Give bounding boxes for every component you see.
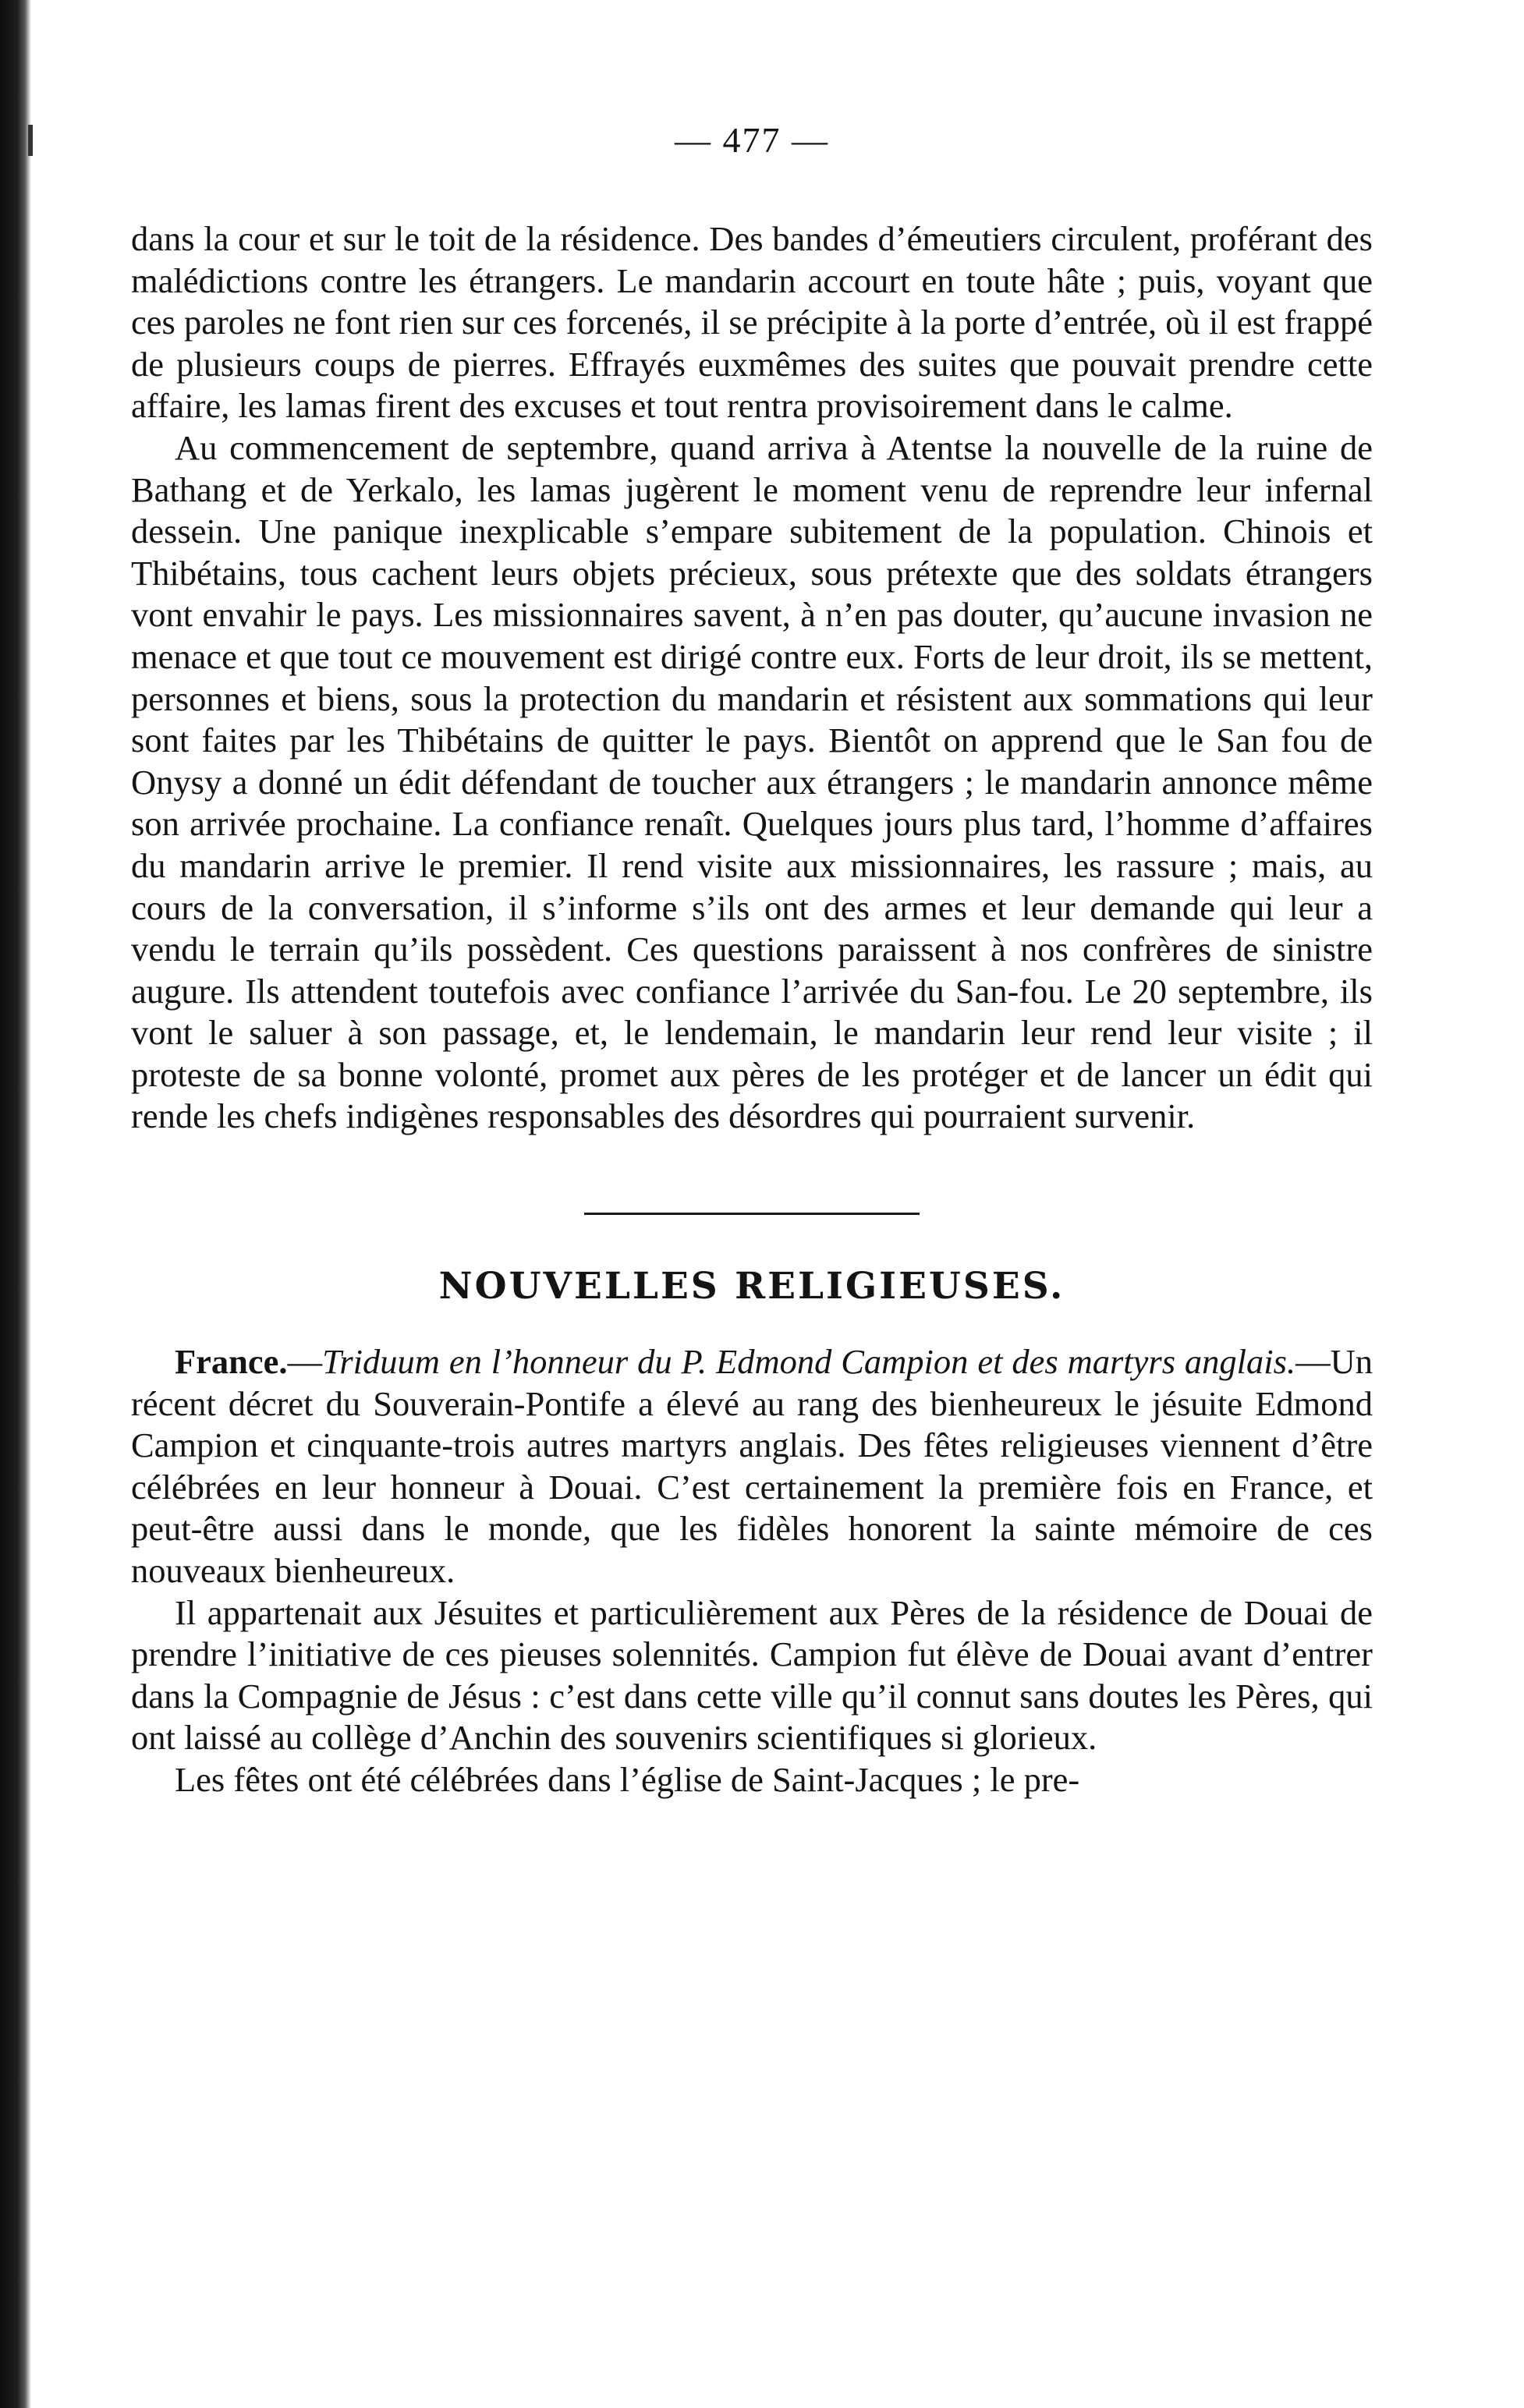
paragraph-france-news [131, 1341, 1373, 1592]
binding-mark [28, 125, 33, 156]
page-number: — 477 — [675, 120, 829, 160]
news-lead-label: France. [175, 1342, 288, 1382]
news-body-text: Un récent décret du Souverain-Pontife a élevé au rang des bienheureux le jésuite Edmond Campion et cinquante-trois autres martyrs anglais. Des fêtes religieuses viennent d’être célébrées en leur honneur à Douai. C’est certainement la première fois en France, et peut-être aussi dans le monde, que les fidèles honorent la sainte mémoire de ces nouveaux bienheureux. [131, 1342, 1373, 1591]
paragraph-celebrations: Les fêtes ont été célébrées dans l’église de Saint-Jacques ; le pre- [175, 1760, 1080, 1799]
paragraph-riot-continuation: dans la cour et sur le toit de la résidence. Des bandes d’émeutiers circulent, proférant des malédictions contre les étrangers. Le mandarin accourt en toute hâte ; puis, voyant que ces paroles ne font rien sur ces forcenés, il se précipite à la porte d’entrée, où il est frappé de plusieurs coups de pierres. Effrayés euxmêmes des suites que pouvait prendre cette affaire, les lamas firent des excuses et tout rentra provisoirement dans le calme. [131, 219, 1373, 426]
paragraph-douai-jesuits: Il appartenait aux Jésuites et particulièrement aux Pères de la résidence de Douai de prendre l’initiative de ces pieuses solennités. Campion fut élève de Douai avant d’entrer dans la Compagnie de Jésus : c’est dans cette ville qu’il connut sans doutes les Pères, qui ont laissé au collège d’Anchin des souvenirs scientifiques si glorieux. [131, 1592, 1373, 1758]
lead-dash: — [287, 1342, 323, 1382]
section-heading: NOUVELLES RELIGIEUSES. [438, 1265, 1065, 1308]
page-binding-edge [0, 0, 31, 2408]
document-page [131, 117, 1373, 1801]
news-italic-title: Triduum en l’honneur du P. Edmond Campion et des martyrs anglais. [322, 1342, 1296, 1382]
title-dash: — [1295, 1342, 1331, 1382]
paragraph-september-events: Au commencement de septembre, quand arriva à Atentse la nouvelle de la ruine de Bathang et de Yerkalo, les lamas jugèrent le moment venu de reprendre leur infernal dessein. Une panique inexplicable s’empare subitement de la population. Chinois et Thibétains, tous cachent leurs objets précieux, sous prétexte que des soldats étrangers vont envahir le pays. Les missionnaires savent, à n’en pas douter, qu’aucune invasion ne menace et que tout ce mouvement est dirigé contre eux. Forts de leur droit, ils se mettent, personnes et biens, sous la protection du mandarin et résistent aux sommations qui leur sont faites par les Thibétains de quitter le pays. Bientôt on apprend que le San fou de Onysy a donné un édit défendant de toucher aux étrangers ; le mandarin annonce même son arrivée prochaine. La confiance renaît. Quelques jours plus tard, l’homme d’affaires du mandarin arrive le premier. Il rend visite aux missionnaires, les rassure ; mais, au cours de la conversation, il s’informe s’ils ont des armes et leur demande qui leur a vendu le terrain qu’ils possèdent. Ces questions paraissent à nos confrères de sinistre augure. Ils attendent toutefois avec confiance l’arrivée du San-fou. Le 20 septembre, ils vont le saluer à son passage, et, le lendemain, le mandarin leur rend leur visite ; il proteste de sa bonne volonté, promet aux pères de les protéger et de lancer un édit qui rende les chefs indigènes responsables des désordres qui pourraient survenir. [131, 427, 1373, 1136]
section-divider-rule [584, 1213, 920, 1215]
